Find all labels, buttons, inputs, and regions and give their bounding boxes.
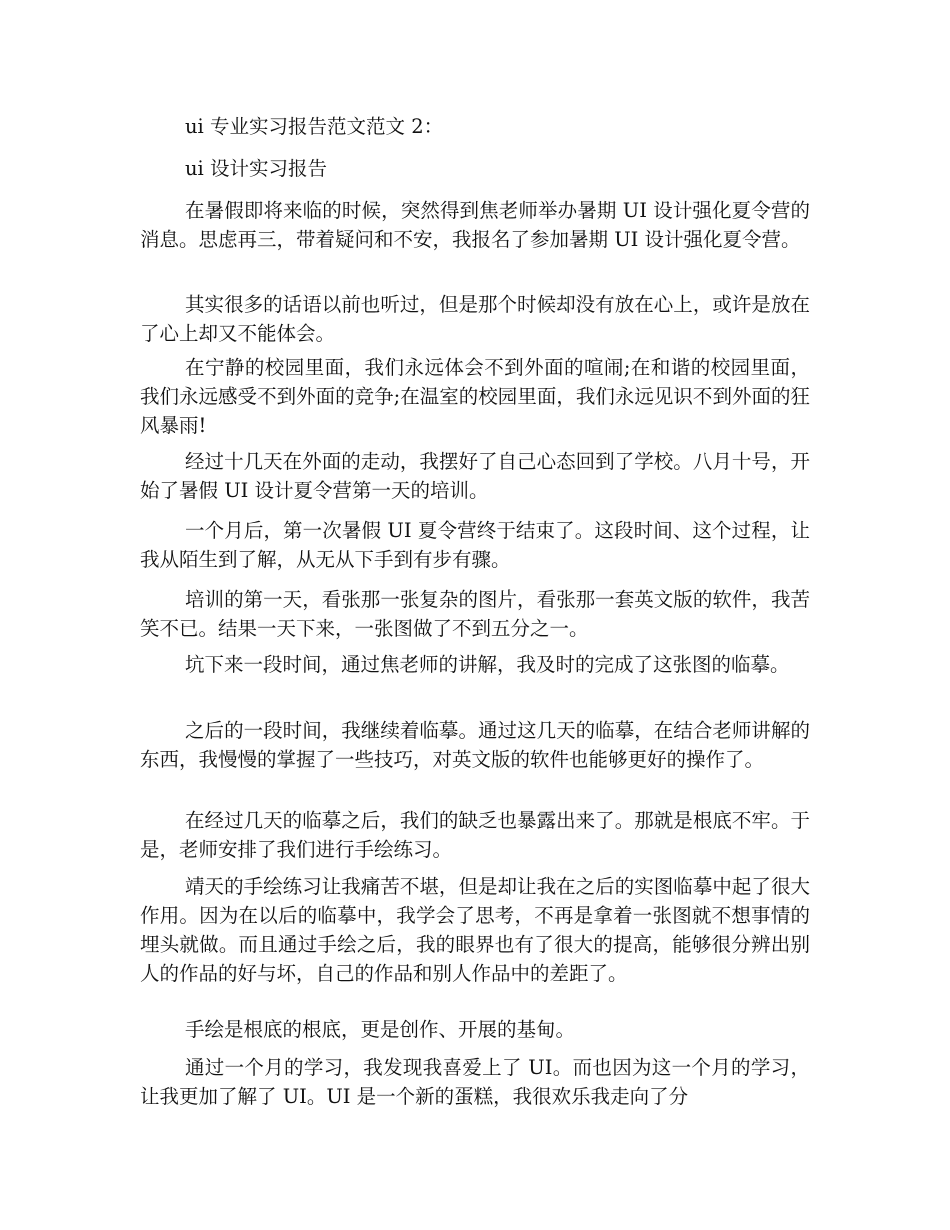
paragraph: 坑下来一段时间，通过焦老师的讲解，我及时的完成了这张图的临摹。 (185, 653, 790, 676)
paragraph: 靖天的手绘练习让我痛苦不堪，但是却让我在之后的实图临摹中起了很大作用。因为在以后的临摹中，我学会了思考，不再是拿着一张图就不想事情的埋头就做。而且通过手绘之后，我的眼界也有了很大的提高，能够很分辨出别人的作品的好与坏，自己的作品和别人作品中的差距了。 (140, 875, 810, 985)
paragraph: 培训的第一天，看张那一张复杂的图片，看张那一套英文版的软件，我苦笑不已。结果一天下来，一张图做了不到五分之一。 (140, 588, 810, 640)
paragraph: 一个月后，第一次暑假 UI 夏令营终于结束了。这段时间、这个过程，让我从陌生到了解，从无从下手到有步有骤。 (140, 519, 810, 571)
paragraph: 在暑假即将来临的时候，突然得到焦老师举办暑期 UI 设计强化夏令营的消息。思虑再三，带着疑问和不安，我报名了参加暑期 UI 设计强化夏令营。 (140, 199, 810, 251)
paragraph: 经过十几天在外面的走动，我摆好了自己心态回到了学校。八月十号，开始了暑假 UI 设计夏令营第一天的培训。 (140, 450, 810, 502)
document-subtitle: ui 设计实习报告 (185, 157, 327, 180)
paragraph: 在宁静的校园里面，我们永远体会不到外面的喧闹;在和谐的校园里面，我们永远感受不到外面的竞争;在温室的校园里面，我们永远见识不到外面的狂风暴雨! (140, 356, 810, 437)
paragraph: 通过一个月的学习，我发现我喜爱上了 UI。而也因为这一个月的学习，让我更加了解了 UI。UI 是一个新的蛋糕，我很欢乐我走向了分 (140, 1056, 810, 1108)
paragraph: 在经过几天的临摹之后，我们的缺乏也暴露出来了。那就是根底不牢。于是，老师安排了我们进行手绘练习。 (140, 809, 810, 861)
document-title: ui 专业实习报告范文范文 2： (185, 115, 444, 138)
paragraph: 其实很多的话语以前也听过，但是那个时候却没有放在心上，或许是放在了心上却又不能体会。 (140, 293, 810, 345)
paragraph: 手绘是根底的根底，更是创作、开展的基甸。 (185, 1018, 576, 1041)
paragraph: 之后的一段时间，我继续着临摹。通过这几天的临摹，在结合老师讲解的东西，我慢慢的掌握了一些技巧，对英文版的软件也能够更好的操作了。 (140, 719, 810, 771)
